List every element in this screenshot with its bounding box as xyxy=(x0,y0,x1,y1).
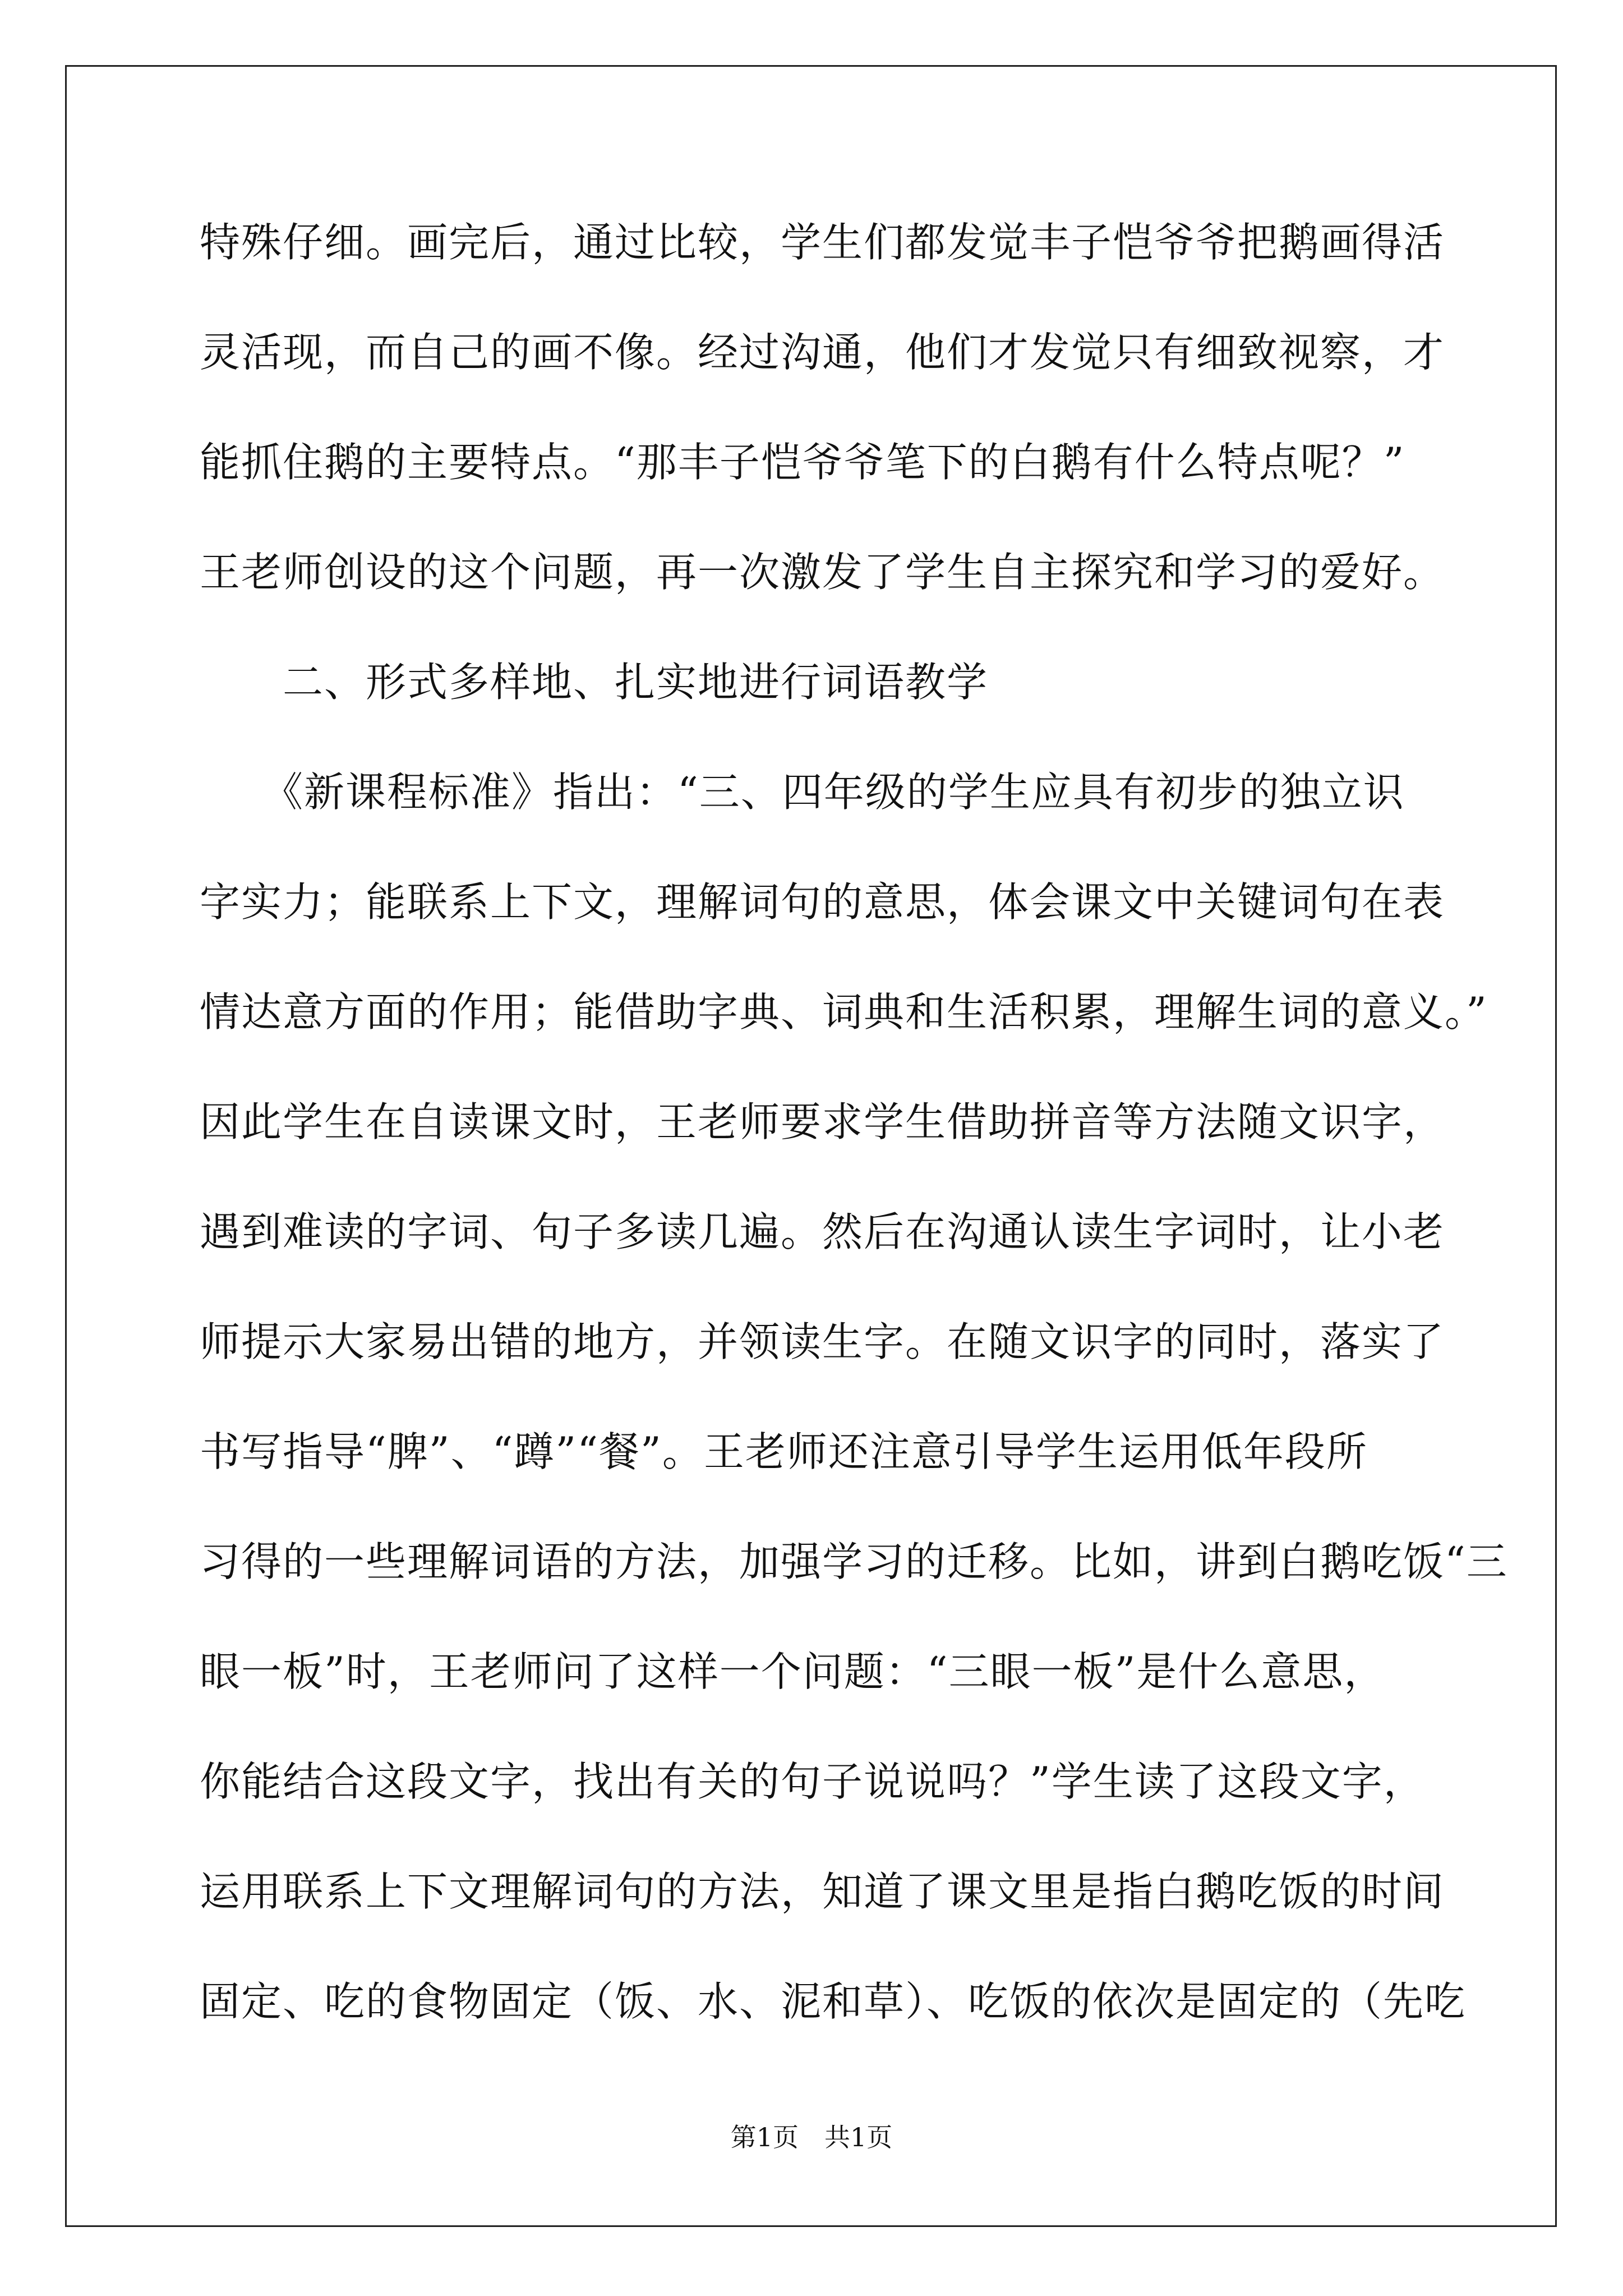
text-line: 字实力；能联系上下文，理解词句的意思，体会课文中关键词句在表 xyxy=(200,878,1445,926)
text-line: 遇到难读的字词、句子多读几遍。然后在沟通认读生字词时，让小老 xyxy=(200,1208,1445,1255)
section-heading: 二、形式多样地、扎实地进行词语教学 xyxy=(200,659,989,706)
text-line: 《新课程标准》指出：“三、四年级的学生应具有初步的独立识 xyxy=(200,769,1405,816)
text-line: 能抓住鹅的主要特点。“那丰子恺爷爷笔下的白鹅有什么特点呢？” xyxy=(200,439,1405,486)
text-line: 特殊仔细。画完后，通过比较，学生们都发觉丰子恺爷爷把鹅画得活 xyxy=(200,219,1445,266)
page-number: 第1页 共1页 xyxy=(730,2122,893,2152)
text-line: 师提示大家易出错的地方，并领读生字。在随文识字的同时，落实了 xyxy=(200,1318,1445,1365)
text-line: 习得的一些理解词语的方法，加强学习的迁移。比如，讲到白鹅吃饭“三 xyxy=(200,1538,1508,1585)
text-line: 因此学生在自读课文时，王老师要求学生借助拼音等方法随文识字， xyxy=(200,1098,1445,1145)
text-line: 运用联系上下文理解词句的方法，知道了课文里是指白鹅吃饭的时间 xyxy=(200,1868,1445,1915)
text-line: 王老师创设的这个问题，再一次激发了学生自主探究和学习的爱好。 xyxy=(200,549,1445,596)
text-line: 固定、吃的食物固定（饭、水、泥和草）、吃饭的依次是固定的（先吃 xyxy=(200,1978,1467,2025)
text-line: 眼一板”时，王老师问了这样一个问题：“三眼一板”是什么意思， xyxy=(200,1648,1386,1695)
text-line: 情达意方面的作用；能借助字典、词典和生活积累，理解生词的意义。” xyxy=(200,988,1488,1036)
text-line: 你能结合这段文字，找出有关的句子说说吗？”学生读了这段文字， xyxy=(200,1758,1425,1805)
text-line: 灵活现，而自己的画不像。经过沟通，他们才发觉只有细致视察，才 xyxy=(200,329,1445,376)
text-line: 书写指导“脾”、“蹲”“餐”。王老师还注意引导学生运用低年段所 xyxy=(200,1428,1368,1475)
